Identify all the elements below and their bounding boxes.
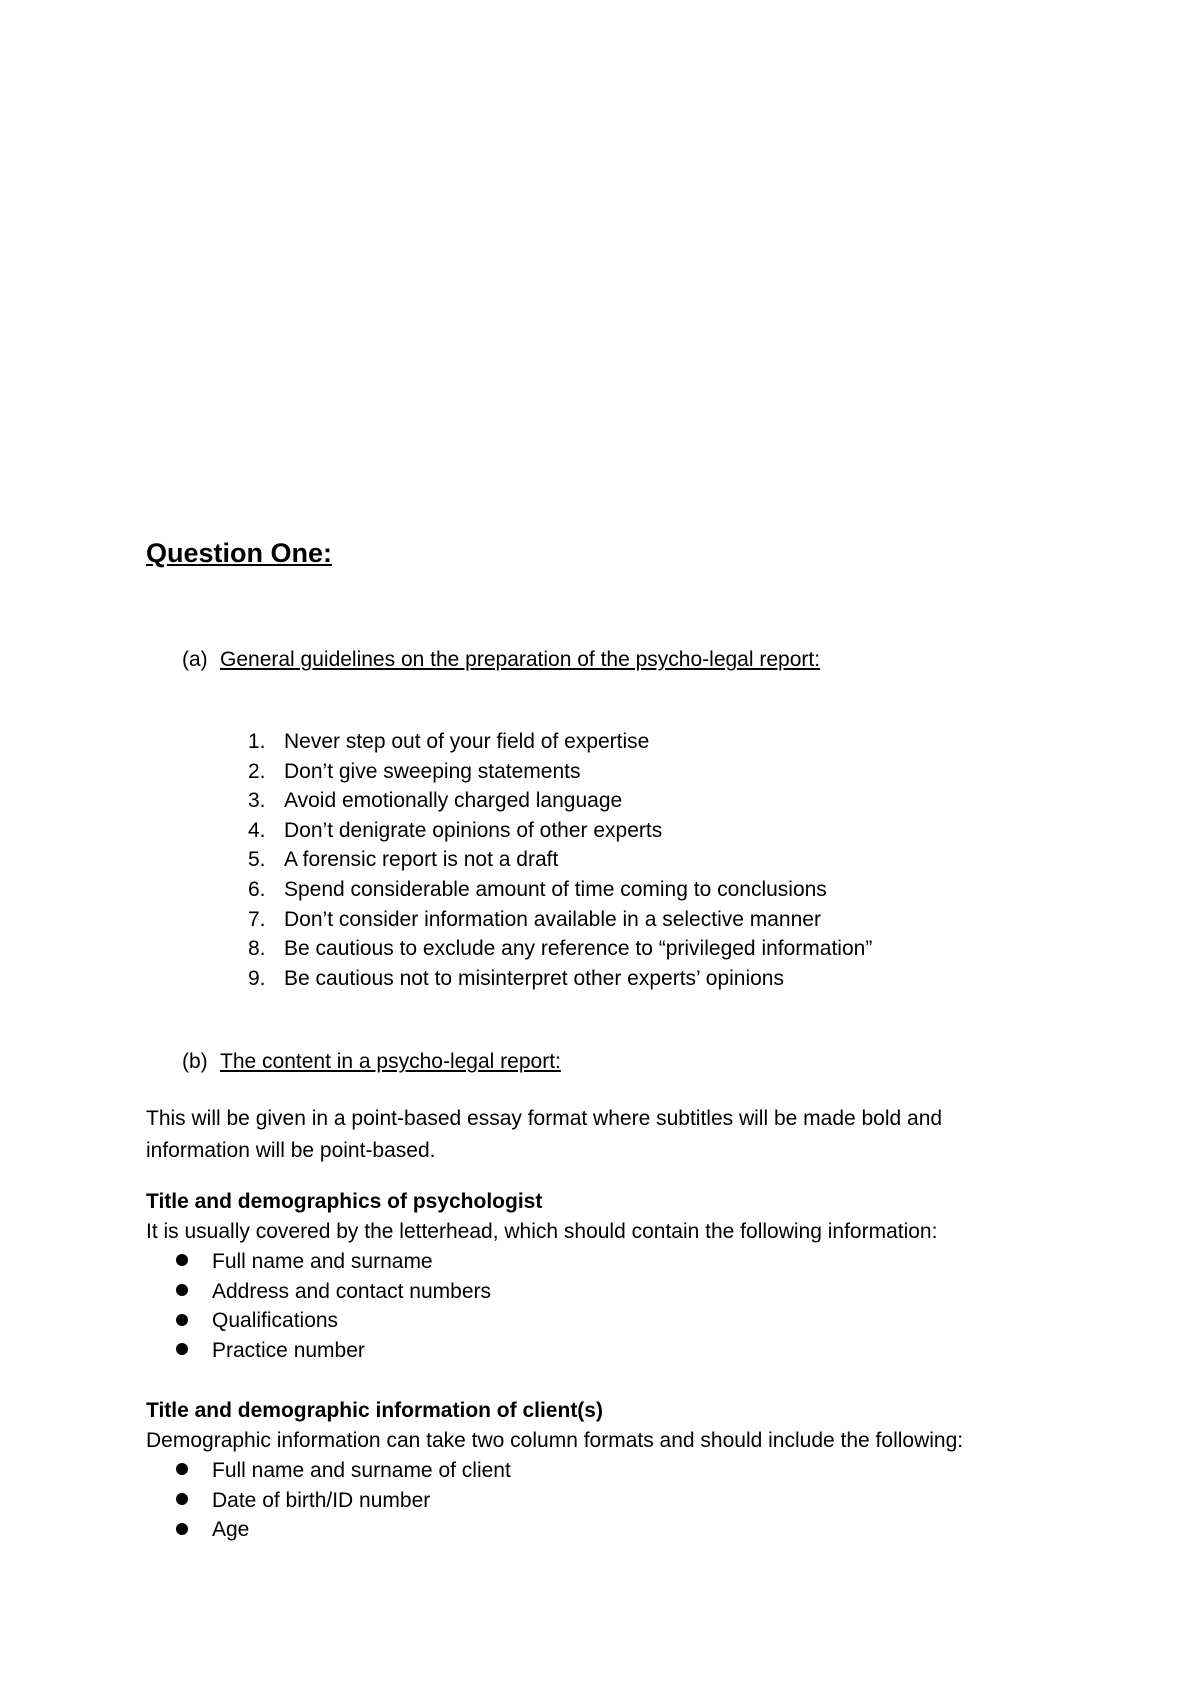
list-item-number: 2. (248, 759, 266, 783)
list-item (146, 1336, 1066, 1366)
list-item-number: 1. (248, 730, 266, 753)
part-b-title: The content in a psycho-legal report: (220, 1050, 561, 1073)
bullet-list (146, 1456, 1066, 1545)
bullet-icon (176, 1343, 188, 1355)
bullet-icon (176, 1523, 188, 1535)
list-item-number: 6. (248, 877, 266, 901)
list-item-number: 3. (248, 789, 266, 813)
list-item (146, 1306, 1066, 1336)
list-item (146, 1247, 1066, 1277)
list-item (248, 845, 872, 875)
list-item-text: Full name and surname of client (212, 1459, 511, 1482)
question-heading: Question One: (146, 538, 333, 568)
section-psychologist (146, 1187, 1066, 1365)
list-item (248, 786, 872, 816)
list-item-text: A forensic report is not a draft (284, 848, 559, 872)
list-item-text: Spend considerable amount of time coming to conclusions (284, 877, 827, 901)
list-item (248, 934, 872, 964)
section-text: Demographic information can take two column formats and should include the following: (146, 1429, 964, 1452)
list-item (146, 1515, 1066, 1545)
list-item-number: 5. (248, 848, 266, 872)
part-a-title: General guidelines on the preparation of the psycho-legal report: (220, 648, 821, 671)
section-client (146, 1396, 1066, 1545)
guidelines-list (248, 727, 872, 993)
part-b-heading (182, 1050, 561, 1074)
list-item (248, 727, 872, 757)
list-item-number: 9. (248, 966, 266, 990)
list-item-text: Full name and surname (212, 1250, 433, 1273)
list-item (248, 875, 872, 905)
part-a-heading (182, 648, 820, 672)
list-item-text: Be cautious to exclude any reference to “privileged information” (284, 937, 873, 961)
list-item-text: Age (212, 1518, 250, 1542)
section-title: Title and demographics of psychologist (146, 1190, 543, 1213)
list-item-number: 7. (248, 907, 266, 931)
list-item-text: Avoid emotionally charged language (284, 789, 623, 813)
bullet-icon (176, 1284, 188, 1296)
list-item (146, 1486, 1066, 1516)
list-item-number: 8. (248, 937, 266, 961)
bullet-icon (176, 1493, 188, 1505)
list-item (248, 757, 872, 787)
intro-paragraph: This will be given in a point-based essay format where subtitles will be made bold and information will be point-based. (146, 1107, 943, 1162)
list-item-text: Never step out of your field of expertise (284, 730, 650, 753)
bullet-icon (176, 1314, 188, 1326)
part-b-marker: (b) (182, 1050, 208, 1073)
list-item (248, 964, 872, 994)
list-item-text: Don’t give sweeping statements (284, 759, 581, 783)
list-item-text: Date of birth/ID number (212, 1488, 431, 1512)
list-item (146, 1456, 1066, 1486)
list-item-text: Don’t denigrate opinions of other experts (284, 818, 663, 842)
list-item (248, 816, 872, 846)
list-item-number: 4. (248, 818, 266, 842)
section-title: Title and demographic information of client(s) (146, 1399, 603, 1422)
list-item (248, 905, 872, 935)
list-item-text: Practice number (212, 1338, 365, 1362)
bullet-icon (176, 1463, 188, 1475)
part-a-marker: (a) (182, 648, 208, 671)
bullet-list (146, 1247, 1066, 1365)
list-item-text: Address and contact numbers (212, 1279, 491, 1303)
list-item (146, 1277, 1066, 1307)
list-item-text: Be cautious not to misinterpret other experts’ opinions (284, 966, 784, 990)
section-text: It is usually covered by the letterhead, which should contain the following information: (146, 1220, 938, 1243)
bullet-icon (176, 1254, 188, 1266)
list-item-text: Qualifications (212, 1309, 339, 1333)
list-item-text: Don’t consider information available in a selective manner (284, 907, 821, 931)
